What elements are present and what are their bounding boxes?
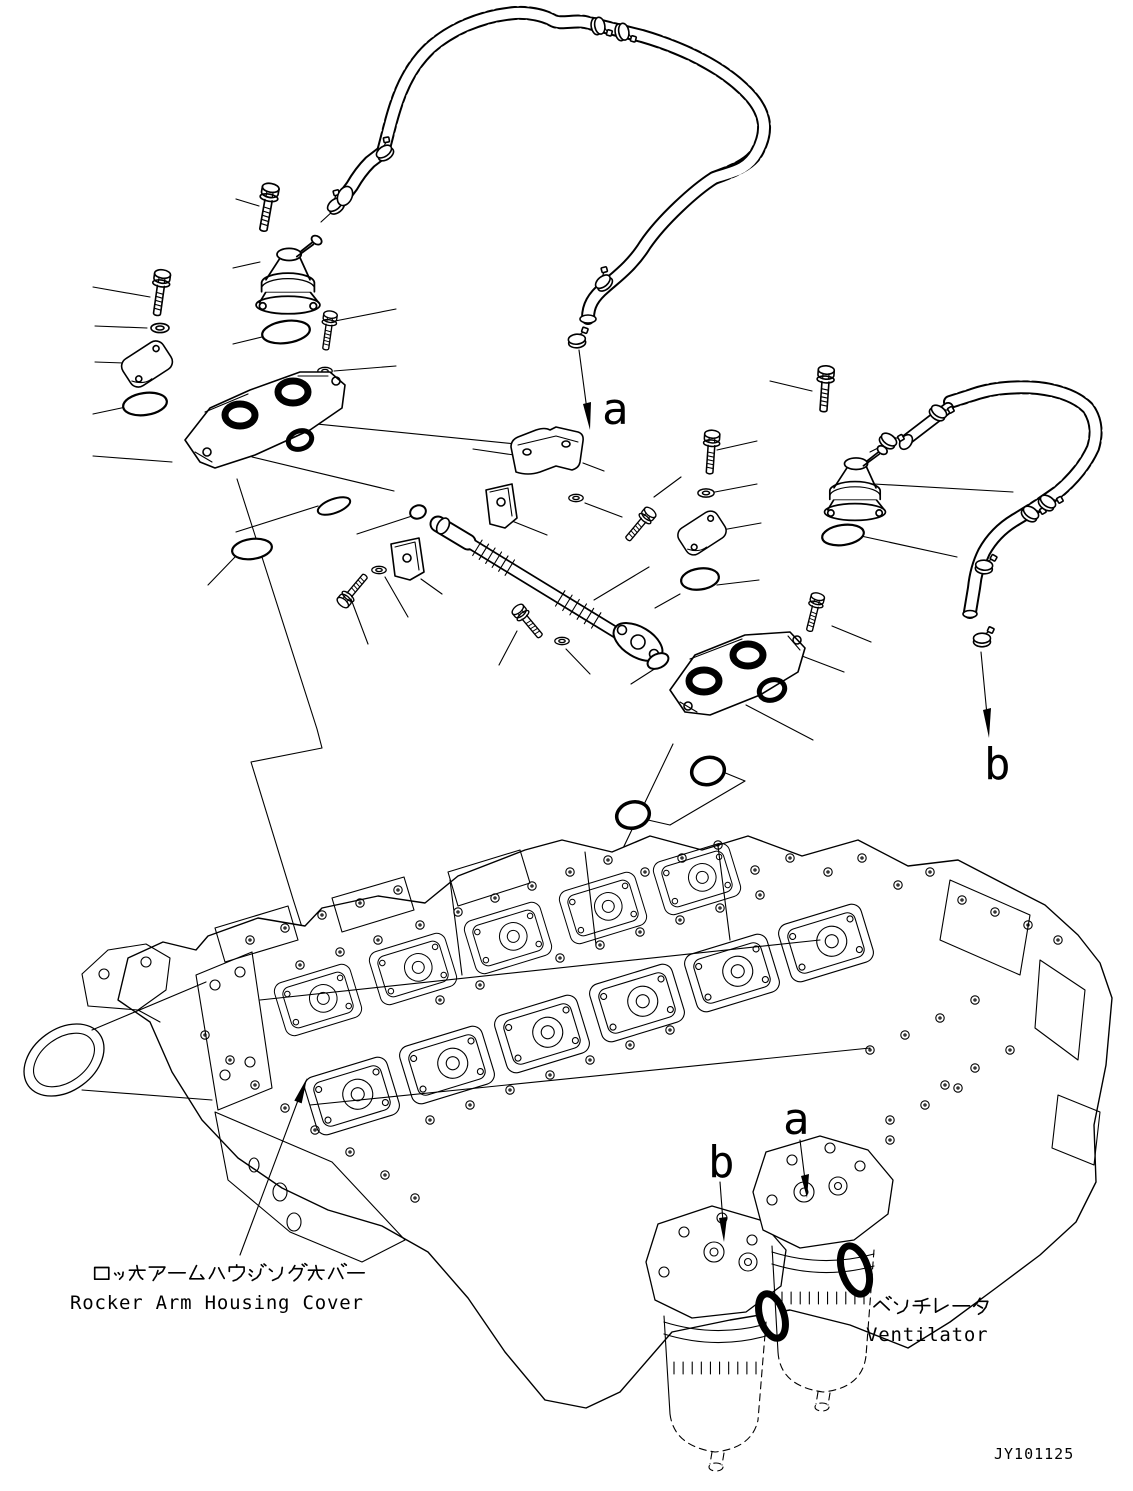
tube-assembly bbox=[335, 427, 671, 672]
caption-rocker-en: Rocker Arm Housing Cover bbox=[70, 1292, 364, 1314]
o-ring-right-breather bbox=[821, 522, 865, 548]
caption-ventilator-en: Ventilator bbox=[866, 1324, 989, 1346]
o-ring-left-plate bbox=[122, 390, 169, 418]
engine-block bbox=[10, 836, 1112, 1471]
label-a-hose bbox=[579, 350, 629, 435]
o-ring-small-2 bbox=[408, 503, 427, 521]
left-cover-parts bbox=[118, 182, 428, 562]
bolt-left-plate bbox=[148, 269, 171, 317]
washer-left-plate bbox=[151, 323, 169, 332]
bolt-right-breather bbox=[815, 365, 835, 412]
label-b-hose bbox=[981, 652, 1011, 790]
bolt-right-plate bbox=[701, 430, 720, 475]
label-a-hose-text: a bbox=[602, 384, 629, 435]
o-ring-right-lower-1 bbox=[689, 754, 728, 789]
o-ring-small-1 bbox=[316, 494, 353, 519]
bolt-left-breather bbox=[254, 182, 280, 233]
o-ring-left-breather bbox=[261, 318, 312, 346]
bolt-right-cover bbox=[802, 591, 825, 632]
washer-bracket bbox=[569, 494, 583, 501]
o-ring-right-plate bbox=[680, 566, 721, 592]
right-cover-parts bbox=[614, 365, 889, 832]
label-a-engine-text: a bbox=[783, 1094, 810, 1145]
hose-clamp-b-loose bbox=[974, 627, 995, 647]
cover-plate-right bbox=[675, 508, 730, 558]
top-hose bbox=[334, 13, 764, 349]
washer-flange bbox=[555, 637, 569, 644]
drawing-number: JY101125 bbox=[994, 1445, 1075, 1463]
breather-right bbox=[825, 444, 889, 520]
o-ring-left-lower bbox=[231, 536, 273, 561]
left-housing-cover bbox=[185, 372, 345, 468]
right-hose bbox=[877, 387, 1095, 646]
hose-end-a bbox=[580, 315, 596, 323]
bolt-flange bbox=[510, 602, 546, 641]
hose-end-b bbox=[963, 611, 977, 618]
label-b-hose-text: b bbox=[984, 739, 1011, 790]
cover-plate-left bbox=[118, 338, 176, 391]
right-housing-cover bbox=[670, 632, 805, 715]
bolt-bracket bbox=[622, 505, 658, 544]
hose-clamp-a-loose bbox=[567, 327, 589, 349]
mount-bracket bbox=[511, 427, 583, 474]
washer-clamp-b bbox=[372, 566, 386, 573]
label-b-engine-text: b bbox=[708, 1137, 735, 1188]
bolt-left-gasket bbox=[318, 310, 338, 351]
washer-right-plate bbox=[698, 489, 714, 497]
breather-left bbox=[256, 234, 323, 314]
ventilator-canister-b bbox=[646, 1206, 791, 1471]
caption-rocker-jp bbox=[95, 1264, 365, 1281]
o-ring-right-lower-2 bbox=[614, 798, 653, 832]
